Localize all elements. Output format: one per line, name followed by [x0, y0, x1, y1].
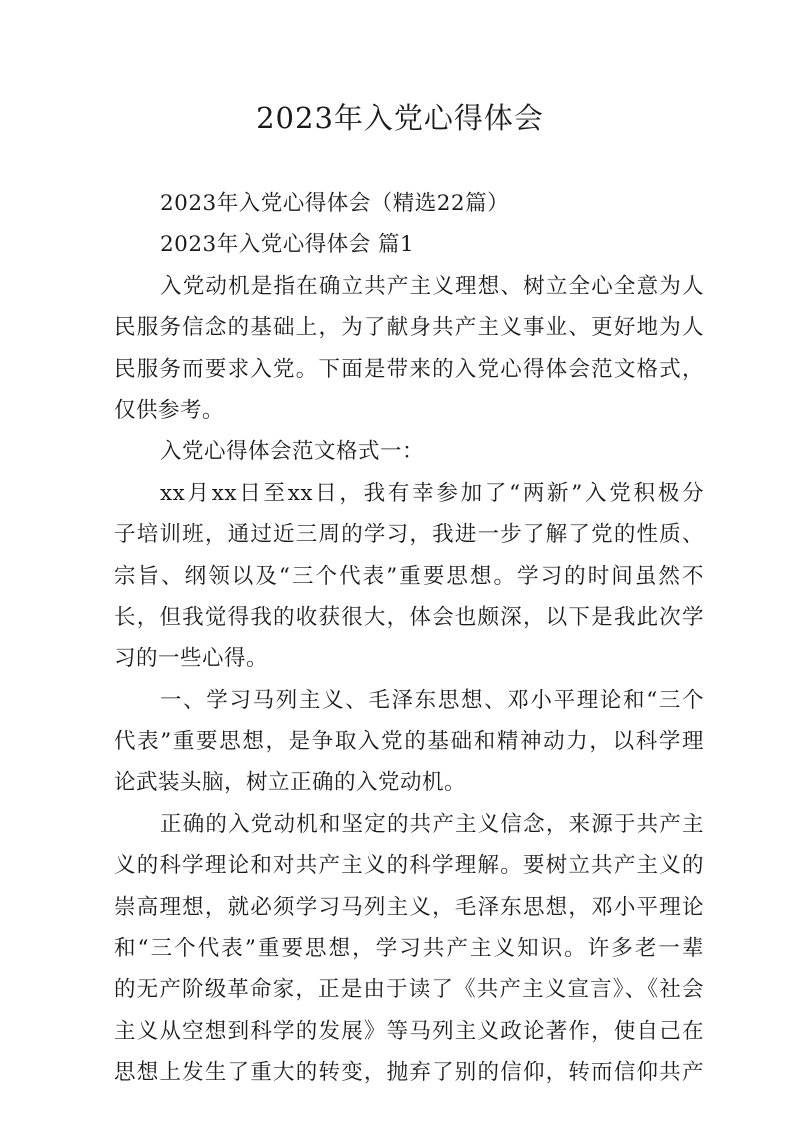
paragraph-line: 宗旨、纲领以及“三个代表”重要思想。学习的时间虽然不 — [114, 563, 704, 589]
paragraph-line: 习的一些心得。 — [114, 646, 269, 672]
paragraph-line: 正确的入党动机和坚定的共产主义信念，来源于共产主 — [160, 811, 704, 837]
document-title: 2023年入党心得体会 — [256, 101, 544, 135]
paragraph-line: xx月xx日至xx日，我有幸参加了“两新”入党积极分 — [160, 480, 704, 506]
paragraph-line: 入党动机是指在确立共产主义理想、树立全心全意为人 — [160, 273, 704, 299]
paragraph-line: 主义从空想到科学的发展》等马列主义政论著作，使自己在 — [114, 1018, 704, 1044]
paragraph-line: 长，但我觉得我的收获很大，体会也颇深，以下是我此次学 — [114, 604, 704, 630]
paragraph-line: 入党心得体会范文格式一： — [160, 439, 425, 465]
document-body — [114, 183, 704, 1094]
paragraph-line: 仅供参考。 — [114, 397, 225, 423]
paragraph-line: 思想上发生了重大的转变，抛弃了别的信仰，转而信仰共产 — [114, 1060, 704, 1086]
paragraph-line: 和“三个代表”重要思想，学习共产主义知识。许多老一辈 — [114, 936, 704, 962]
paragraph-line: 子培训班，通过近三周的学习，我进一步了解了党的性质、 — [114, 522, 704, 548]
paragraph-line: 民服务信念的基础上，为了献身共产主义事业、更好地为人 — [114, 315, 704, 341]
paragraph-line: 民服务而要求入党。下面是带来的入党心得体会范文格式， — [114, 356, 704, 382]
section-heading-line: 2023年入党心得体会 篇1 — [160, 232, 415, 258]
paragraph-line: 的无产阶级革命家，正是由于读了《共产主义宣言》、《社会 — [114, 977, 704, 1003]
paragraph-line: 论武装头脑，树立正确的入党动机。 — [114, 770, 467, 796]
paragraph-line: 代表”重要思想，是争取入党的基础和精神动力，以科学理 — [114, 729, 704, 755]
subtitle-line: 2023年入党心得体会（精选22篇） — [160, 191, 510, 216]
paragraph-line: 一、学习马列主义、毛泽东思想、邓小平理论和“三个 — [160, 687, 704, 713]
paragraph-line: 义的科学理论和对共产主义的科学理解。要树立共产主义的 — [114, 853, 704, 879]
paragraph-line: 崇高理想，就必须学习马列主义，毛泽东思想，邓小平理论 — [114, 894, 704, 920]
